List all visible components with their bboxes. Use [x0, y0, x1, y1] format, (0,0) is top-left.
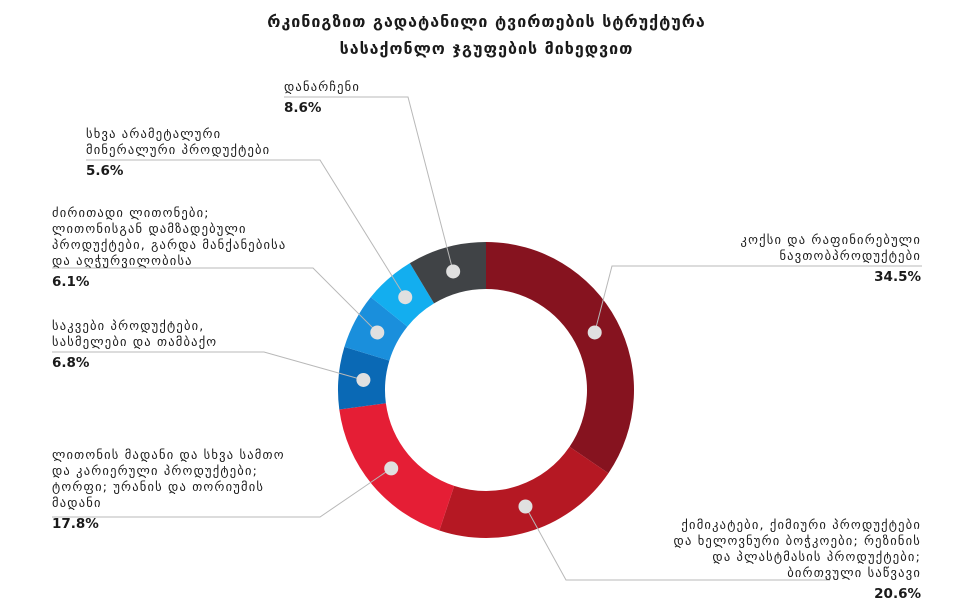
slice-name-line: სასმელები და თამბაქო	[52, 334, 218, 349]
slice-label-non-metallic-minerals	[86, 126, 270, 179]
slice-name-line: მადანი	[52, 495, 102, 510]
slice-label-other	[284, 79, 360, 116]
slice-label-food-products	[52, 318, 217, 371]
slice-name-line: მინერალური პროდუქტები	[86, 142, 271, 157]
slice-label-basic-metals	[52, 205, 286, 290]
slice-name-line: ბირთვული საწვავი	[787, 565, 921, 580]
leader-line-other	[284, 97, 453, 271]
chart-title-line-2: სასაქონლო ჯგუფების მიხედვით	[339, 39, 634, 58]
slice-marker-other	[446, 264, 460, 278]
slice-marker-coke-petroleum	[588, 325, 602, 339]
slice-value: 34.5%	[874, 269, 921, 285]
slice-name-line: ლითონის მადანი და სხვა სამთო	[52, 447, 285, 462]
chart-title-line-1: რკინიგზით გადატანილი ტვირთების სტრუქტურა	[267, 12, 706, 31]
slice-value: 6.8%	[52, 355, 90, 371]
slice-name-line: დანარჩენი	[284, 79, 361, 94]
slice-value: 17.8%	[52, 516, 99, 532]
slice-name-line: ლითონისგან დამზადებული	[52, 221, 247, 236]
slice-name-line: და ხელოვნური ბოჭკოები; რეზინის	[673, 533, 921, 548]
slice-name-line: ტორფი; ურანის და თორიუმის	[52, 479, 265, 494]
slice-label-coke-petroleum	[741, 232, 922, 285]
slice-name-line: და პლასტმასის პროდუქტები;	[712, 549, 921, 564]
slice-value: 20.6%	[874, 586, 921, 602]
slice-marker-chemicals	[518, 499, 532, 513]
slice-name-line: პროდუქტები, გარდა მანქანებისა	[52, 237, 287, 252]
slice-name-line: ქიმიკატები, ქიმიური პროდუქტები	[681, 517, 921, 532]
slice-value: 6.1%	[52, 274, 90, 290]
slice-marker-metal-ores	[384, 461, 398, 475]
slice-name-line: ნავთობპროდუქტები	[779, 248, 921, 263]
slice-chemicals	[439, 447, 608, 538]
slice-name-line: ძირითადი ლითონები;	[52, 205, 210, 220]
slice-marker-basic-metals	[370, 325, 384, 339]
slice-name-line: და კარიერული პროდუქტები;	[52, 463, 259, 478]
slice-coke-petroleum	[486, 242, 634, 473]
slice-value: 5.6%	[86, 163, 124, 179]
slice-label-metal-ores	[52, 447, 285, 532]
slice-name-line: საკვები პროდუქტები,	[52, 318, 205, 333]
slice-label-chemicals	[674, 517, 921, 602]
slice-name-line: და აღჭურვილობისა	[52, 253, 193, 268]
donut-slices	[338, 242, 634, 538]
slice-name-line: სხვა არამეტალური	[86, 126, 222, 141]
slice-value: 8.6%	[284, 100, 322, 116]
slice-marker-non-metallic-minerals	[398, 290, 412, 304]
slice-marker-food-products	[356, 373, 370, 387]
slice-name-line: კოქსი და რაფინირებული	[740, 232, 921, 247]
